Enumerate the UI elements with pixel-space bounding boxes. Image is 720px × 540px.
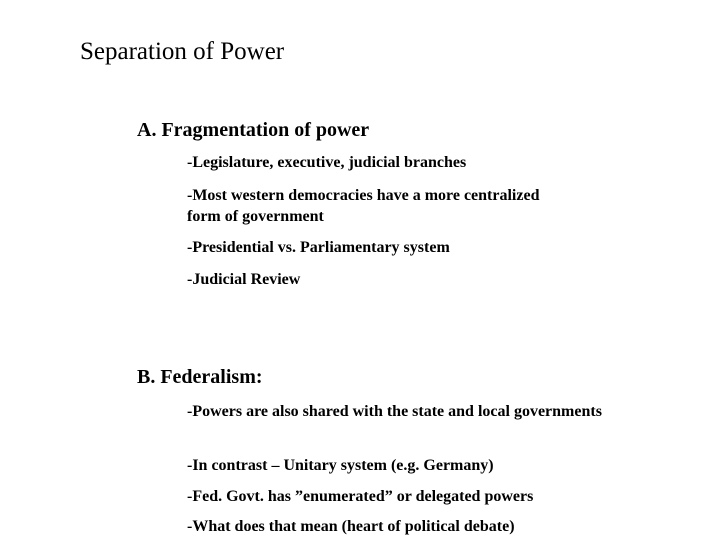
- section-b-heading: B. Federalism:: [137, 366, 263, 388]
- section-a-bullet: -Legislature, executive, judicial branches: [187, 154, 467, 171]
- section-a-bullet: -Presidential vs. Parliamentary system: [187, 239, 450, 256]
- section-b-bullet: -What does that mean (heart of political debate): [187, 518, 515, 535]
- section-b-bullet: -In contrast – Unitary system (e.g. Germany): [187, 457, 494, 474]
- section-a-heading: A. Fragmentation of power: [137, 119, 370, 141]
- section-a-bullet: -Judicial Review: [187, 271, 301, 288]
- section-a-bullet: -Most western democracies have a more centralized form of government: [187, 187, 540, 225]
- section-b-bullet: -Fed. Govt. has ”enumerated” or delegated powers: [187, 488, 534, 505]
- section-b-bullet: -Powers are also shared with the state and local governments: [187, 403, 602, 420]
- slide-title: Separation of Power: [80, 38, 285, 65]
